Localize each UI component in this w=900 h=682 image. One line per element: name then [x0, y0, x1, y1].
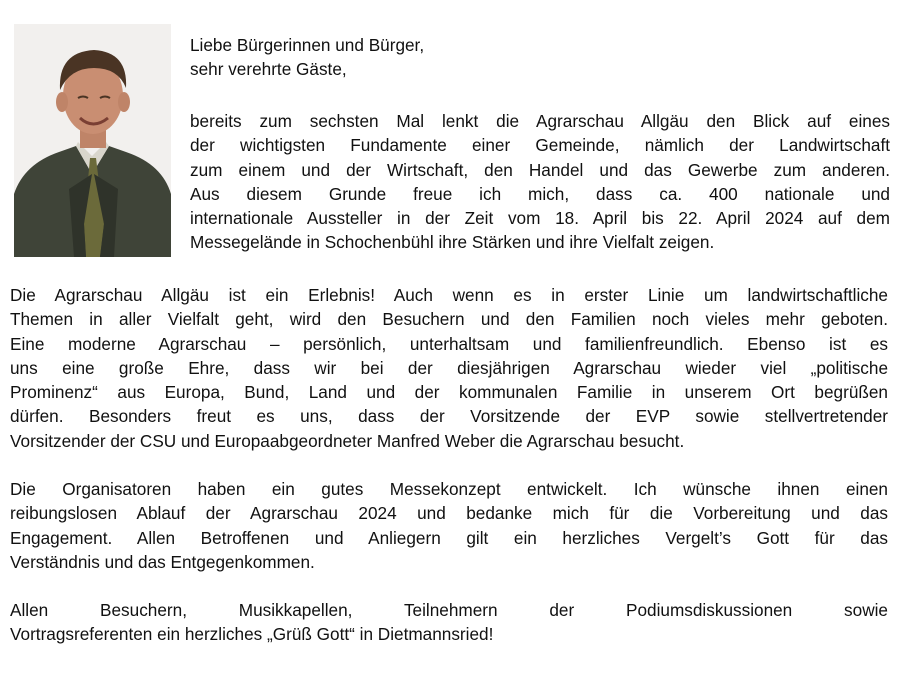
paragraph3-line-2: reibungslosen Ablauf der Agrarschau 2024 und bedanke mich für die Vorbereitung und das [10, 503, 888, 524]
intro-line-4: Aus diesem Grunde freue ich mich, dass ca. 400 nationale und [190, 183, 890, 204]
paragraph4-line-1: Allen Besuchern, Musikkapellen, Teilnehmern der Podiumsdiskussionen sowie [10, 600, 888, 620]
author-portrait-photo [14, 24, 171, 257]
paragraph3-line-1: Die Organisatoren haben ein gutes Messekonzept entwickelt. Ich wünsche ihnen einen [10, 479, 888, 499]
paragraph2-line-3: Eine moderne Agrarschau – persönlich, unterhaltsam und familienfreundlich. Ebenso ist es [10, 333, 888, 354]
intro-line-2: der wichtigsten Fundamente einer Gemeinde, nämlich der Landwirtschaft [190, 135, 890, 156]
intro-line-1: bereits zum sechsten Mal lenkt die Agrarschau Allgäu den Blick auf eines [190, 111, 890, 131]
paragraph3-line-4: Verständnis und das Entgegenkommen. [10, 551, 315, 572]
paragraph2-line-2: Themen in aller Vielfalt geht, wird den Besuchern und den Familien noch vieles mehr geboten. [10, 309, 888, 330]
greeting-line-2: sehr verehrte Gäste, [190, 59, 347, 80]
paragraph2-line-4: uns eine große Ehre, dass wir bei der diesjährigen Agrarschau wieder viel „politische [10, 357, 888, 378]
paragraph4-line-2: Vortragsreferenten ein herzliches „Grüß Gott“ in Dietmannsried! [10, 624, 494, 645]
portrait-illustration [14, 24, 171, 257]
paragraph2-line-6: dürfen. Besonders freut es uns, dass der Vorsitzende der EVP sowie stellvertretender [10, 406, 888, 427]
paragraph-agrarschau-experience [10, 283, 888, 453]
paragraph2-line-1: Die Agrarschau Allgäu ist ein Erlebnis! Auch wenn es in erster Linie um landwirtschaftliche [10, 285, 888, 305]
paragraph-closing-greeting [10, 598, 888, 647]
paragraph2-line-7: Vorsitzender der CSU und Europaabgeordneter Manfred Weber die Agrarschau besucht. [10, 430, 685, 451]
paragraph3-line-3: Engagement. Allen Betroffenen und Anliegern gilt ein herzliches Vergelt’s Gott für das [10, 527, 888, 548]
intro-line-5: internationale Aussteller in der Zeit vom 18. April bis 22. April 2024 auf dem [190, 208, 890, 229]
ear-right [118, 92, 130, 112]
intro-line-6: Messegelände in Schochenbühl ihre Stärken und ihre Vielfalt zeigen. [190, 232, 715, 253]
greeting [190, 33, 890, 82]
greeting-line-1: Liebe Bürgerinnen und Bürger, [190, 35, 425, 55]
ear-left [56, 92, 68, 112]
intro-line-3: zum einem und der Wirtschaft, den Handel und das Gewerbe zum anderen. [190, 159, 890, 180]
paragraph2-line-5: Prominenz“ aus Europa, Bund, Land und der kommunalen Familie in unserem Ort begrüßen [10, 382, 888, 403]
paragraph-organizers [10, 477, 888, 574]
intro-paragraph [190, 109, 890, 255]
